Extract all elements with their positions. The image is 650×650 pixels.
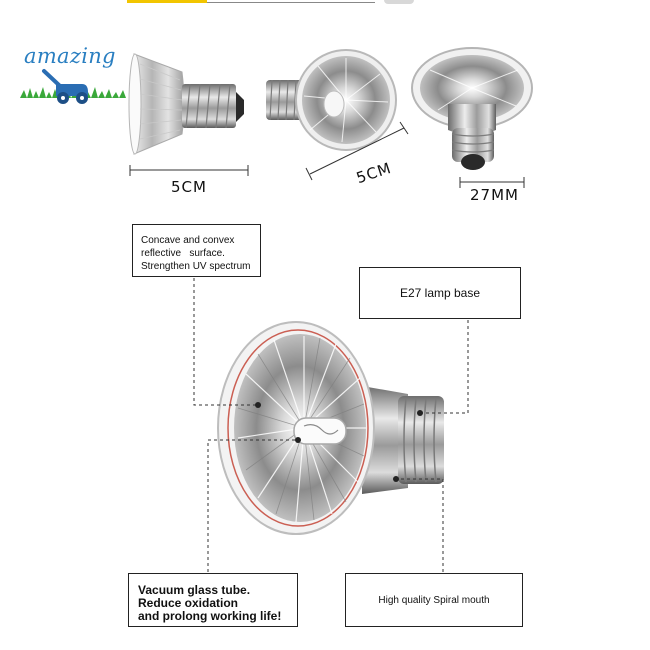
logo-text: amazing [24, 44, 116, 68]
callout-reflector [132, 224, 261, 277]
callout-reflector-line-2: reflective surface. [141, 248, 225, 259]
callout-tube [128, 573, 298, 627]
callout-tube-line-2: Reduce oxidation [138, 596, 239, 610]
callout-spiral [345, 573, 523, 627]
callout-reflector-line-3: Strengthen UV spectrum [141, 261, 251, 272]
callout-reflector-line-1: Concave and convex [141, 235, 235, 246]
callout-base [359, 267, 521, 319]
callout-tube-line-1: Vacuum glass tube. [138, 583, 251, 597]
face-diameter-label: 5CM [354, 158, 394, 188]
callout-base-text: E27 lamp base [399, 286, 481, 300]
callout-spiral-text: High quality Spiral mouth [378, 594, 490, 606]
callout-tube-line-3: and prolong working life! [138, 609, 282, 623]
front-width-label: 5CM [171, 178, 207, 196]
base-diameter-label: 27MM [470, 186, 519, 204]
